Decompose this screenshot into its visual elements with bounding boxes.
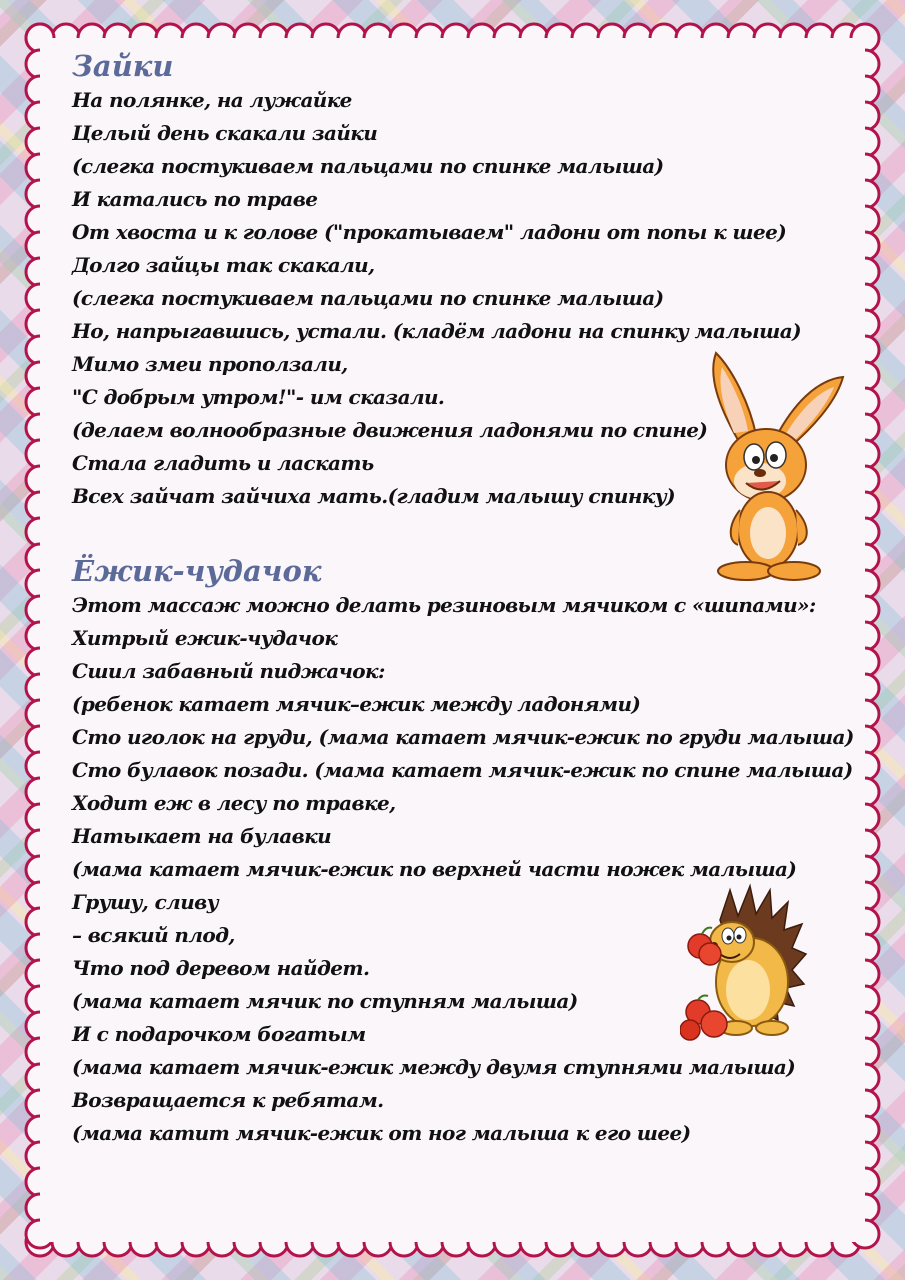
text-line: Но, напрыгавшись, устали. (кладём ладони на спинку малыша): [72, 319, 801, 343]
section-title: Зайки: [72, 49, 174, 83]
text-line: (слегка постукиваем пальцами по спинке малыша): [72, 154, 664, 178]
text-line: Хитрый ежик-чудачок: [72, 626, 338, 650]
section-lines: [72, 84, 872, 513]
text-line: И катались по траве: [72, 187, 318, 211]
text-line: Целый день скакали зайки: [72, 121, 378, 145]
text-line: Сто иголок на груди, (мама катает мячик-ежик по груди малыша): [72, 725, 854, 749]
section-spacer: [72, 513, 872, 553]
text-line: На полянке, на лужайке: [72, 88, 352, 112]
text-line: Грушу, сливу: [72, 890, 219, 914]
text-line: Мимо змеи проползали,: [72, 352, 348, 376]
text-line: Сто булавок позади. (мама катает мячик-ежик по спине малыша): [72, 758, 853, 782]
text-line: Долго зайцы так скакали,: [72, 253, 375, 277]
section-lines: [72, 589, 872, 1150]
text-line: – всякий плод,: [72, 923, 235, 947]
text-line: От хвоста и к голове ("прокатываем" ладони от попы к шее): [72, 220, 787, 244]
text-line: (мама катает мячик-ежик между двумя ступнями малыша): [72, 1055, 796, 1079]
text-line: (мама катит мячик-ежик от ног малыша к его шее): [72, 1121, 691, 1145]
text-line: Ходит еж в лесу по травке,: [72, 791, 396, 815]
text-line: Стала гладить и ласкать: [72, 451, 374, 475]
section-title: Ёжик-чудачок: [72, 554, 322, 588]
text-line: (слегка постукиваем пальцами по спинке малыша): [72, 286, 664, 310]
text-line: Возвращается к ребятам.: [72, 1088, 384, 1112]
text-line: И с подарочком богатым: [72, 1022, 366, 1046]
text-line: (мама катает мячик по ступням малыша): [72, 989, 578, 1013]
text-line: Всех зайчат зайчиха мать.(гладим малышу спинку): [72, 484, 675, 508]
text-line: (ребенок катает мячик–ежик между ладонями): [72, 692, 641, 716]
text-line: Этот массаж можно делать резиновым мячиком с «шипами»:: [72, 593, 816, 617]
text-line: Сшил забавный пиджачок:: [72, 659, 385, 683]
section-zaiki: [72, 48, 872, 513]
text-line: Что под деревом найдет.: [72, 956, 370, 980]
document-content: [72, 48, 872, 1150]
section-ezhik: [72, 553, 872, 1150]
text-line: (делаем волнообразные движения ладонями по спине): [72, 418, 708, 442]
text-line: "С добрым утром!"- им сказали.: [72, 385, 445, 409]
text-line: Натыкает на булавки: [72, 824, 332, 848]
text-line: (мама катает мячик-ежик по верхней части ножек малыша): [72, 857, 797, 881]
